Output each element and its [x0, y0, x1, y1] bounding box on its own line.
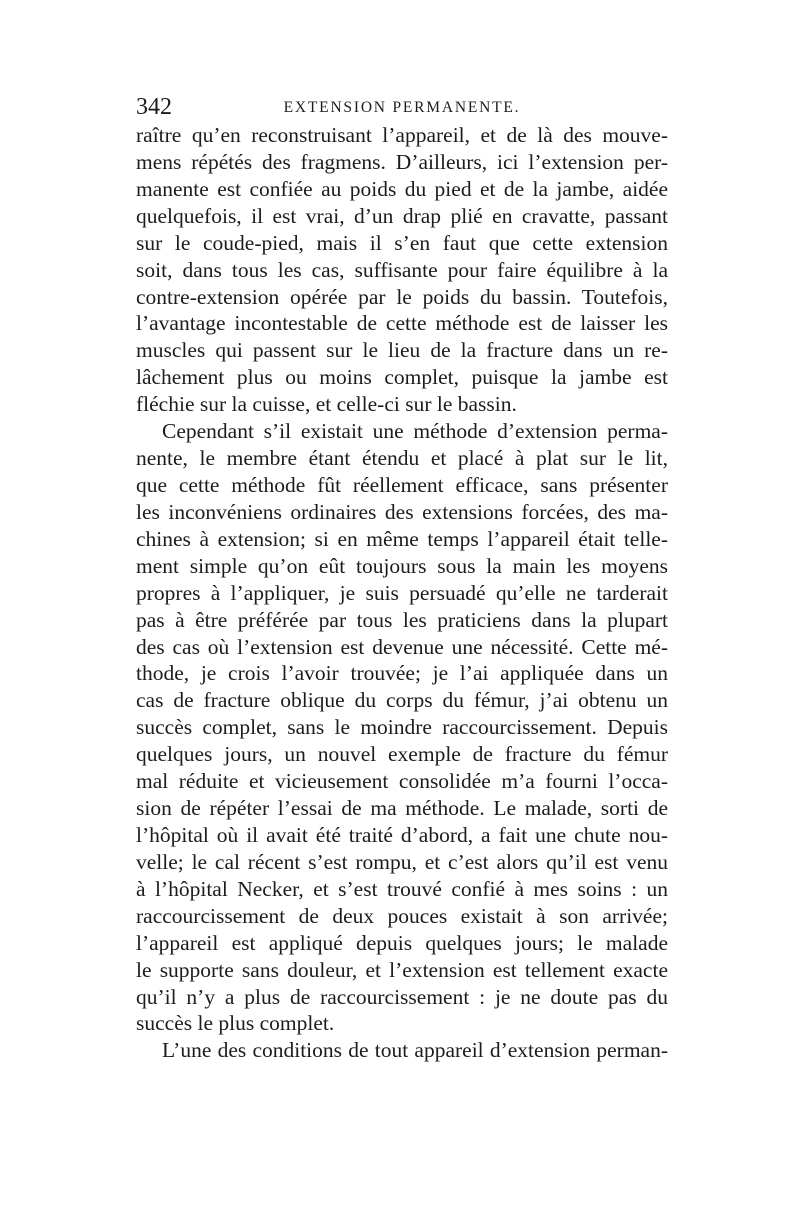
text-line: cas de fracture oblique du corps du fémur, j’ai obtenu un — [136, 688, 668, 713]
text-line: l’avantage incontestable de cette méthode est de laisser les — [136, 311, 668, 336]
text-line: raître qu’en reconstruisant l’appareil, et de là des mouve- — [136, 123, 668, 147]
text-line: des cas où l’extension est devenue une nécessité. Cette mé- — [136, 634, 668, 659]
text-line: le supporte sans douleur, et l’extension est tellement exacte — [136, 957, 668, 982]
text-line: thode, je crois l’avoir trouvée; je l’ai appliquée dans un — [136, 661, 668, 686]
text-line: les inconvéniens ordinaires des extensions forcées, des ma- — [136, 499, 668, 524]
text-line: succès complet, sans le moindre raccourcissement. Depuis — [136, 715, 668, 740]
text-line: quelques jours, un nouvel exemple de fracture du fémur — [136, 742, 668, 767]
text-line: qu’il n’y a plus de raccourcissement : je ne doute pas du — [136, 984, 668, 1009]
running-head — [136, 94, 668, 120]
text-line: que cette méthode fût réellement efficace, sans présenter — [136, 472, 668, 497]
text-line: l’hôpital où il avait été traité d’abord, a fait une chute nou- — [136, 822, 668, 847]
text-line: nente, le membre étant étendu et placé à plat sur le lit, — [136, 446, 668, 471]
text-line: lâchement plus ou moins complet, puisque la jambe est — [136, 365, 668, 390]
text-line: l’appareil est appliqué depuis quelques jours; le malade — [136, 930, 668, 955]
text-line: soit, dans tous les cas, suffisante pour faire équilibre à la — [136, 257, 668, 282]
text-line: contre-extension opérée par le poids du bassin. Toutefois, — [136, 284, 668, 309]
text-line: manente est confiée au poids du pied et de la jambe, aidée — [136, 176, 668, 201]
text-line: quelquefois, il est vrai, d’un drap plié en cravatte, passant — [136, 203, 668, 228]
text-line: velle; le cal récent s’est rompu, et c’est alors qu’il est venu — [136, 849, 668, 874]
text-line: mens répétés des fragmens. D’ailleurs, ici l’extension per- — [136, 149, 668, 174]
text-line: fléchie sur la cuisse, et celle-ci sur le bassin. — [136, 392, 517, 417]
running-title: EXTENSION PERMANENTE. — [283, 99, 521, 116]
text-line: ment simple qu’on eût toujours sous la main les moyens — [136, 553, 668, 578]
text-line: pas à être préférée par tous les praticiens dans la plupart — [136, 607, 668, 632]
page-number: 342 — [136, 94, 172, 120]
text-line: à l’hôpital Necker, et s’est trouvé confié à mes soins : un — [136, 876, 668, 901]
text-line: propres à l’appliquer, je suis persuadé qu’elle ne tarderait — [136, 580, 668, 605]
text-line: Cependant s’il existait une méthode d’extension perma- — [162, 419, 668, 444]
text-line: L’une des conditions de tout appareil d’extension perman- — [162, 1038, 668, 1063]
text-line: succès le plus complet. — [136, 1011, 335, 1036]
text-line: muscles qui passent sur le lieu de la fracture dans un re- — [136, 338, 668, 363]
body-text — [136, 122, 668, 1064]
text-line: sur le coude-pied, mais il s’en faut que cette extension — [136, 230, 668, 255]
text-line: chines à extension; si en même temps l’appareil était telle- — [136, 526, 668, 551]
text-line: sion de répéter l’essai de ma méthode. Le malade, sorti de — [136, 796, 668, 821]
text-line: raccourcissement de deux pouces existait à son arrivée; — [136, 903, 668, 928]
text-line: mal réduite et vicieusement consolidée m’a fourni l’occa- — [136, 769, 668, 794]
